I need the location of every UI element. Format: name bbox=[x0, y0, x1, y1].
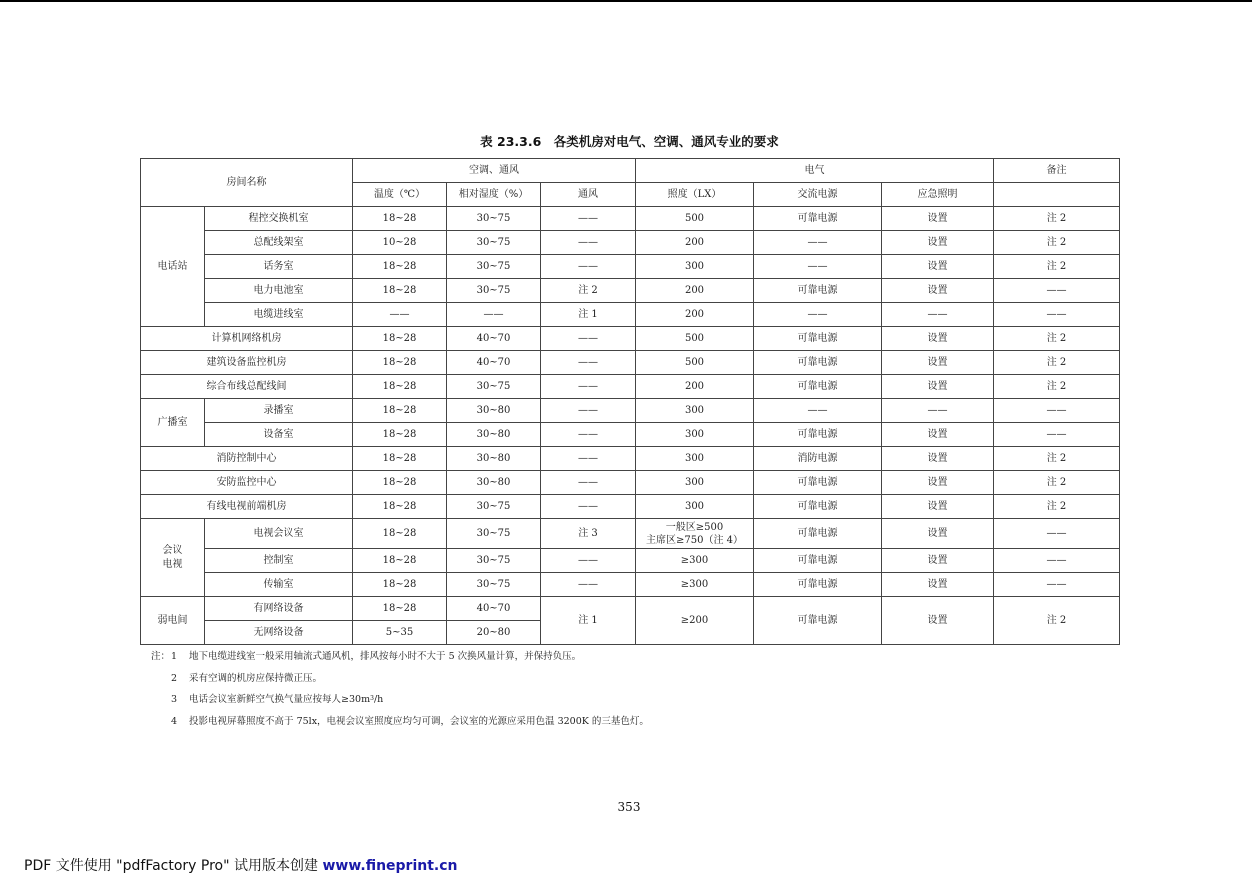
header-remarks-blank bbox=[994, 183, 1120, 207]
room-name: 电力电池室 bbox=[205, 279, 353, 303]
emergency-light: 设置 bbox=[882, 447, 994, 471]
remarks: 注 2 bbox=[994, 351, 1120, 375]
note-item bbox=[151, 715, 649, 737]
group-label-conference: 会议电视 bbox=[141, 519, 205, 597]
header-room-name: 房间名称 bbox=[141, 159, 353, 207]
ventilation: —— bbox=[541, 471, 636, 495]
table-row bbox=[141, 519, 1120, 549]
remarks: 注 2 bbox=[994, 471, 1120, 495]
ventilation: —— bbox=[541, 495, 636, 519]
note-text-after: /h bbox=[373, 694, 384, 705]
note-item bbox=[151, 693, 649, 715]
temperature: 18~28 bbox=[353, 447, 447, 471]
ac-power: 可靠电源 bbox=[754, 423, 882, 447]
ac-power: 可靠电源 bbox=[754, 549, 882, 573]
ac-power: 可靠电源 bbox=[754, 279, 882, 303]
note-number: 2 bbox=[171, 672, 178, 684]
room-name: 计算机网络机房 bbox=[141, 327, 353, 351]
temperature: 10~28 bbox=[353, 231, 447, 255]
room-name: 综合布线总配线间 bbox=[141, 375, 353, 399]
remarks: —— bbox=[994, 573, 1120, 597]
table-title: 表 23.3.6 各类机房对电气、空调、通风专业的要求 bbox=[480, 134, 779, 149]
emergency-light: 设置 bbox=[882, 495, 994, 519]
humidity: 30~75 bbox=[447, 495, 541, 519]
ventilation: —— bbox=[541, 327, 636, 351]
table-row bbox=[141, 549, 1120, 573]
illuminance: 300 bbox=[636, 423, 754, 447]
illuminance-line-2: 主席区≥750（注 4） bbox=[645, 534, 743, 546]
humidity: 30~80 bbox=[447, 399, 541, 423]
illuminance: 500 bbox=[636, 351, 754, 375]
emergency-light: 设置 bbox=[882, 519, 994, 549]
humidity: —— bbox=[447, 303, 541, 327]
illuminance: 200 bbox=[636, 303, 754, 327]
illuminance: 300 bbox=[636, 471, 754, 495]
room-name: 建筑设备监控机房 bbox=[141, 351, 353, 375]
remarks: 注 2 bbox=[994, 375, 1120, 399]
header-remarks: 备注 bbox=[994, 159, 1120, 183]
header-illuminance: 照度（LX） bbox=[636, 183, 754, 207]
header-temperature: 温度（℃） bbox=[353, 183, 447, 207]
table-row bbox=[141, 351, 1120, 375]
room-name: 安防监控中心 bbox=[141, 471, 353, 495]
table-row bbox=[141, 303, 1120, 327]
note-item bbox=[151, 650, 649, 672]
remarks: —— bbox=[994, 519, 1120, 549]
emergency-light: 设置 bbox=[882, 327, 994, 351]
note-number: 4 bbox=[171, 715, 178, 727]
table-row bbox=[141, 423, 1120, 447]
humidity: 30~75 bbox=[447, 573, 541, 597]
requirements-table bbox=[140, 158, 1120, 645]
ventilation: 注 1 bbox=[541, 303, 636, 327]
ventilation: —— bbox=[541, 423, 636, 447]
ac-power: 可靠电源 bbox=[754, 597, 882, 645]
header-ac-power: 交流电源 bbox=[754, 183, 882, 207]
ventilation: —— bbox=[541, 447, 636, 471]
note-number: 3 bbox=[171, 694, 178, 705]
temperature: 18~28 bbox=[353, 573, 447, 597]
table-row bbox=[141, 495, 1120, 519]
temperature: 18~28 bbox=[353, 549, 447, 573]
illuminance: 200 bbox=[636, 375, 754, 399]
ac-power: 可靠电源 bbox=[754, 519, 882, 549]
illuminance: 500 bbox=[636, 327, 754, 351]
remarks: —— bbox=[994, 399, 1120, 423]
remarks: —— bbox=[994, 279, 1120, 303]
emergency-light: 设置 bbox=[882, 471, 994, 495]
ac-power: 可靠电源 bbox=[754, 327, 882, 351]
ventilation: —— bbox=[541, 375, 636, 399]
emergency-light: 设置 bbox=[882, 255, 994, 279]
table-row bbox=[141, 471, 1120, 495]
humidity: 30~75 bbox=[447, 375, 541, 399]
note-text: 地下电缆进线室一般采用轴流式通风机，排风按每小时不大于 5 次换风量计算，并保持负压。 bbox=[189, 651, 582, 662]
illuminance: 200 bbox=[636, 231, 754, 255]
humidity: 40~70 bbox=[447, 351, 541, 375]
ac-power: 可靠电源 bbox=[754, 495, 882, 519]
room-name: 控制室 bbox=[205, 549, 353, 573]
ventilation: —— bbox=[541, 573, 636, 597]
group-label-broadcast: 广播室 bbox=[141, 399, 205, 447]
table-row bbox=[141, 255, 1120, 279]
group-label-weak-room: 弱电间 bbox=[141, 597, 205, 645]
emergency-light: 设置 bbox=[882, 351, 994, 375]
illuminance: ≥200 bbox=[636, 597, 754, 645]
humidity: 20~80 bbox=[447, 621, 541, 645]
ventilation: 注 2 bbox=[541, 279, 636, 303]
table-notes bbox=[151, 650, 649, 736]
temperature: 18~28 bbox=[353, 255, 447, 279]
remarks: —— bbox=[994, 423, 1120, 447]
illuminance: ≥300 bbox=[636, 573, 754, 597]
header-row-1 bbox=[141, 159, 1120, 183]
ventilation: —— bbox=[541, 255, 636, 279]
header-electric-group: 电气 bbox=[636, 159, 994, 183]
footer-link[interactable]: www.fineprint.cn bbox=[322, 858, 458, 874]
room-name: 电视会议室 bbox=[205, 519, 353, 549]
emergency-light: 设置 bbox=[882, 423, 994, 447]
emergency-light: 设置 bbox=[882, 279, 994, 303]
emergency-light: 设置 bbox=[882, 597, 994, 645]
ventilation: 注 3 bbox=[541, 519, 636, 549]
ac-power: 可靠电源 bbox=[754, 207, 882, 231]
humidity: 30~75 bbox=[447, 279, 541, 303]
table-row bbox=[141, 231, 1120, 255]
ac-power: —— bbox=[754, 255, 882, 279]
illuminance: 300 bbox=[636, 447, 754, 471]
remarks: 注 2 bbox=[994, 207, 1120, 231]
humidity: 30~75 bbox=[447, 255, 541, 279]
illuminance: 300 bbox=[636, 495, 754, 519]
humidity: 30~80 bbox=[447, 471, 541, 495]
illuminance: 500 bbox=[636, 207, 754, 231]
humidity: 30~80 bbox=[447, 423, 541, 447]
illuminance: 300 bbox=[636, 399, 754, 423]
humidity: 30~75 bbox=[447, 231, 541, 255]
ac-power: 可靠电源 bbox=[754, 351, 882, 375]
temperature: 18~28 bbox=[353, 471, 447, 495]
ac-power: 可靠电源 bbox=[754, 471, 882, 495]
illuminance: 300 bbox=[636, 255, 754, 279]
remarks: 注 2 bbox=[994, 231, 1120, 255]
ac-power: 可靠电源 bbox=[754, 573, 882, 597]
ac-power: 消防电源 bbox=[754, 447, 882, 471]
remarks: 注 2 bbox=[994, 327, 1120, 351]
temperature: 18~28 bbox=[353, 423, 447, 447]
temperature: 18~28 bbox=[353, 327, 447, 351]
ventilation: —— bbox=[541, 399, 636, 423]
room-name: 录播室 bbox=[205, 399, 353, 423]
room-name: 电缆进线室 bbox=[205, 303, 353, 327]
table-row bbox=[141, 573, 1120, 597]
remarks: 注 2 bbox=[994, 255, 1120, 279]
group-label-telephone: 电话站 bbox=[141, 207, 205, 327]
illuminance: ≥300 bbox=[636, 549, 754, 573]
room-name: 程控交换机室 bbox=[205, 207, 353, 231]
header-ventilation: 通风 bbox=[541, 183, 636, 207]
temperature: 18~28 bbox=[353, 375, 447, 399]
illuminance-line-1: 一般区≥500 bbox=[665, 521, 724, 533]
page-number: 353 bbox=[617, 800, 641, 814]
top-rule bbox=[0, 0, 1252, 2]
ventilation: 注 1 bbox=[541, 597, 636, 645]
note-text: 电话会议室新鲜空气换气量应按每人≥30m bbox=[189, 694, 371, 705]
remarks: 注 2 bbox=[994, 495, 1120, 519]
humidity: 30~75 bbox=[447, 549, 541, 573]
remarks: —— bbox=[994, 303, 1120, 327]
note-number: 1 bbox=[171, 651, 178, 662]
table-row bbox=[141, 207, 1120, 231]
note-text: 采有空调的机房应保持微正压。 bbox=[189, 672, 323, 684]
room-name: 无网络设备 bbox=[205, 621, 353, 645]
room-name: 设备室 bbox=[205, 423, 353, 447]
room-name: 有网络设备 bbox=[205, 597, 353, 621]
temperature: —— bbox=[353, 303, 447, 327]
note-item bbox=[151, 672, 649, 694]
ac-power: —— bbox=[754, 399, 882, 423]
room-name: 有线电视前端机房 bbox=[141, 495, 353, 519]
ventilation: —— bbox=[541, 351, 636, 375]
humidity: 40~70 bbox=[447, 597, 541, 621]
header-humidity: 相对湿度（%） bbox=[447, 183, 541, 207]
note-text: 投影电视屏幕照度不高于 75lx，电视会议室照度应均匀可调，会议室的光源应采用色温 3200K 的三基色灯。 bbox=[189, 715, 649, 727]
temperature: 18~28 bbox=[353, 495, 447, 519]
temperature: 5~35 bbox=[353, 621, 447, 645]
footer-text: PDF 文件使用 "pdfFactory Pro" 试用版本创建 bbox=[24, 858, 323, 874]
table-row bbox=[141, 447, 1120, 471]
room-name: 消防控制中心 bbox=[141, 447, 353, 471]
emergency-light: 设置 bbox=[882, 231, 994, 255]
humidity: 30~80 bbox=[447, 447, 541, 471]
ventilation: —— bbox=[541, 549, 636, 573]
ventilation: —— bbox=[541, 207, 636, 231]
header-emergency-light: 应急照明 bbox=[882, 183, 994, 207]
table-row bbox=[141, 399, 1120, 423]
ac-power: —— bbox=[754, 303, 882, 327]
temperature: 18~28 bbox=[353, 207, 447, 231]
temperature: 18~28 bbox=[353, 399, 447, 423]
remarks: 注 2 bbox=[994, 597, 1120, 645]
humidity: 40~70 bbox=[447, 327, 541, 351]
emergency-light: —— bbox=[882, 399, 994, 423]
emergency-light: 设置 bbox=[882, 207, 994, 231]
table-row bbox=[141, 327, 1120, 351]
temperature: 18~28 bbox=[353, 279, 447, 303]
room-name: 总配线架室 bbox=[205, 231, 353, 255]
table-row bbox=[141, 375, 1120, 399]
illuminance: 200 bbox=[636, 279, 754, 303]
room-name: 话务室 bbox=[205, 255, 353, 279]
ac-power: 可靠电源 bbox=[754, 375, 882, 399]
humidity: 30~75 bbox=[447, 519, 541, 549]
footer-watermark bbox=[24, 855, 458, 875]
header-hvac-group: 空调、通风 bbox=[353, 159, 636, 183]
remarks: —— bbox=[994, 549, 1120, 573]
table-row bbox=[141, 279, 1120, 303]
emergency-light: 设置 bbox=[882, 549, 994, 573]
notes-prefix: 注： bbox=[151, 651, 171, 662]
note-superscript: 3 bbox=[370, 695, 374, 702]
temperature: 18~28 bbox=[353, 597, 447, 621]
room-name: 传输室 bbox=[205, 573, 353, 597]
humidity: 30~75 bbox=[447, 207, 541, 231]
emergency-light: 设置 bbox=[882, 375, 994, 399]
illuminance bbox=[636, 519, 754, 549]
ac-power: —— bbox=[754, 231, 882, 255]
ventilation: —— bbox=[541, 231, 636, 255]
temperature: 18~28 bbox=[353, 351, 447, 375]
table-row bbox=[141, 597, 1120, 621]
emergency-light: 设置 bbox=[882, 573, 994, 597]
temperature: 18~28 bbox=[353, 519, 447, 549]
emergency-light: —— bbox=[882, 303, 994, 327]
remarks: 注 2 bbox=[994, 447, 1120, 471]
